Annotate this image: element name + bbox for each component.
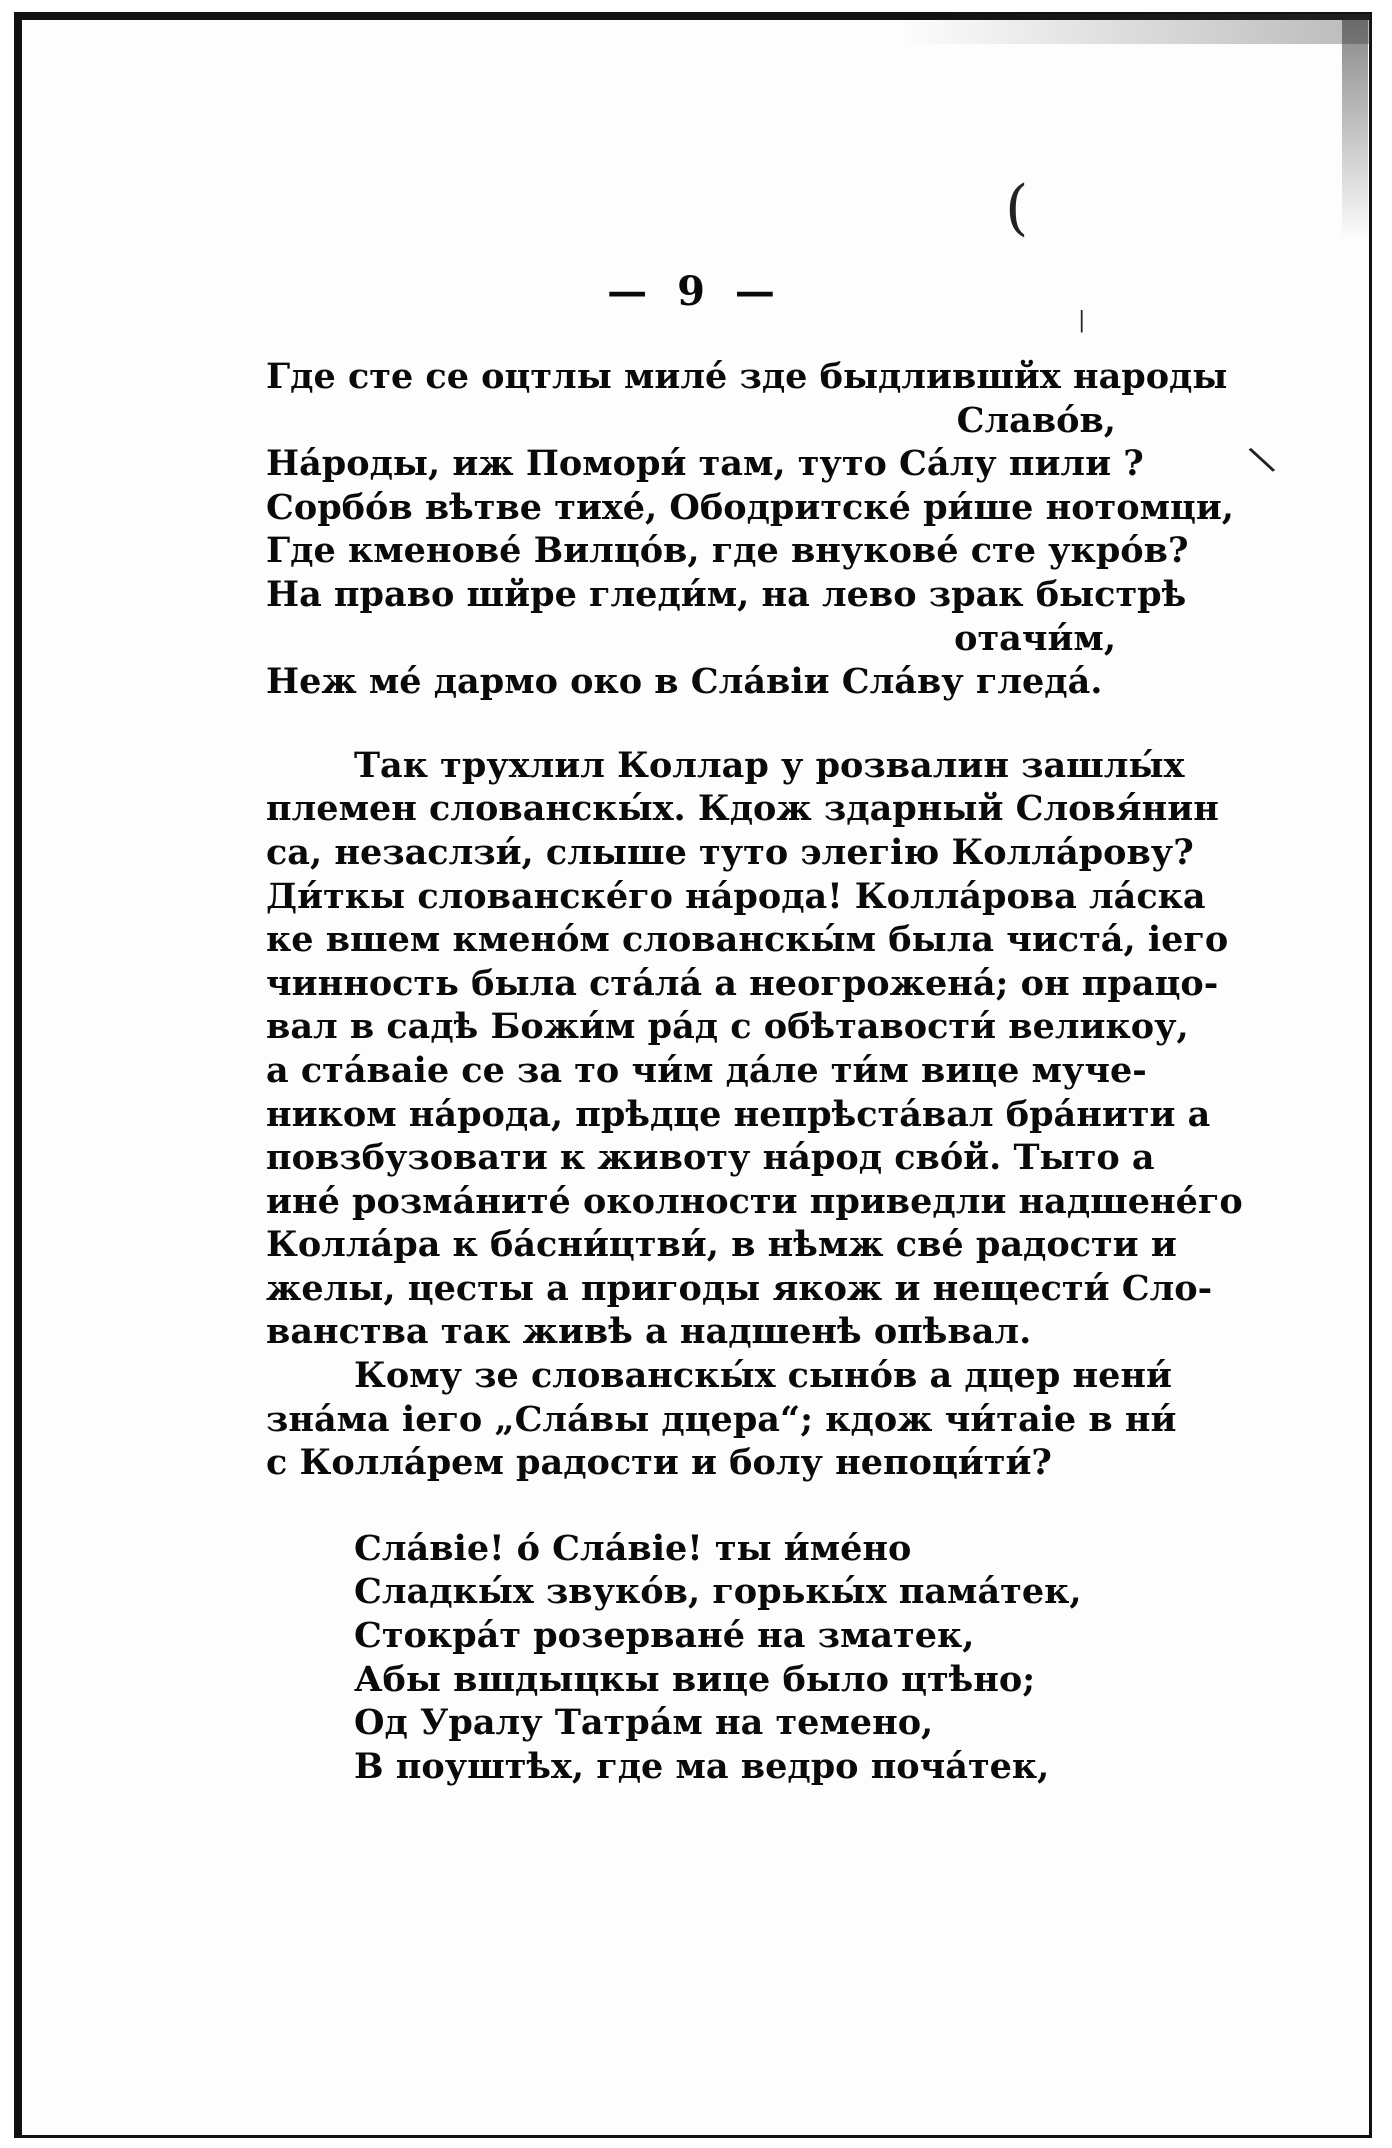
text-line: Ди́ткы слованске́го на́рода! Колла́рова ла́ска <box>266 875 1206 917</box>
page-body <box>266 355 1243 1788</box>
text-line: ине́ розма́ните́ околности приведли надшене́го <box>266 1180 1243 1222</box>
text-line: Кому зе слованскы́х сыно́в а дцер нени́ <box>354 1355 1172 1397</box>
verse-line: На право шйре гледи́м, на лево зрак быстрѣ <box>266 573 1187 615</box>
verse-line: В поуштѣх, где ма ведро поча́тек, <box>354 1745 1050 1787</box>
text-line: зна́ма іего „Сла́вы дцера“; кдож чи́таіе в ни́ <box>266 1398 1177 1440</box>
paragraph <box>266 1354 1177 1485</box>
verse-line: Сла́віе! о́ Сла́віе! ты и́ме́но <box>354 1527 912 1569</box>
page-number: — 9 — <box>607 268 783 315</box>
verse-line: Славо́в, <box>956 399 1116 441</box>
text-line: с Колла́рем радости и болу непоци́ти́? <box>266 1442 1052 1484</box>
scan-mark: \ <box>1244 436 1278 482</box>
text-line: са, незаслзи́, слыше туто элегію Колла́рову? <box>266 831 1194 873</box>
verse-line: Од Уралу Татра́м на темено, <box>354 1702 934 1744</box>
text-line: ником на́рода, прѣдце непрѣста́вал бра́нити а <box>266 1093 1211 1135</box>
text-line: желы, цесты а пригоды якож и нещести́ Сло- <box>266 1267 1213 1309</box>
verse-bottom <box>266 1527 1116 1789</box>
verse-line: Сорбо́в вѣтве тихе́, Ободритске́ ри́ше нотомци, <box>266 486 1234 528</box>
verse-line: Абы вшдыцкы вице было цтѣно; <box>354 1658 1036 1700</box>
text-line: ке вшем кмено́м слованскы́м была чиста́, іего <box>266 919 1229 961</box>
text-line: повзбузовати к животу на́род сво́й. Тыто а <box>266 1137 1155 1179</box>
verse-line: Неж ме́ дармо око в Сла́віи Сла́ву гледа́. <box>266 661 1103 703</box>
text-line: ванства так живѣ а надшенѣ опѣвал. <box>266 1311 1032 1353</box>
scan-mark: | <box>1078 308 1086 333</box>
scan-mark: ( <box>1005 173 1029 243</box>
text-line: Колла́ра к ба́сни́цтви́, в нѣмж све́ радости и <box>266 1224 1177 1266</box>
paragraph <box>266 744 1243 1354</box>
text-line: а ста́ваіе се за то чи́м да́ле ти́м вице муче- <box>266 1049 1147 1091</box>
text-line: вал в садѣ Божи́м ра́д с обѣтавости́ великоу, <box>266 1006 1189 1048</box>
verse-line: Стокра́т розерване́ на зматек, <box>354 1615 975 1657</box>
section-gap <box>266 704 1116 744</box>
verse-line: На́роды, иж Помори́ там, туто Са́лу пили ? <box>266 443 1144 485</box>
verse-line: Где сте се оцтлы миле́ зде быдлившйх народы <box>266 356 1228 397</box>
verse-line: отачи́м, <box>954 617 1116 659</box>
scan-shadow-right <box>1342 20 1368 240</box>
text-line: Так трухлил Коллар у розвалин зашлы́х <box>354 744 1185 786</box>
verse-line: Где кменове́ Вилцо́в, где внукове́ сте укро́в? <box>266 530 1189 572</box>
verse-line: Сладкы́х звуко́в, горькы́х пама́тек, <box>354 1571 1082 1613</box>
text-line: племен слованскы́х. Кдож здарный Словя́нин <box>266 788 1219 830</box>
section-gap <box>266 1485 1116 1527</box>
scan-shadow-top <box>900 14 1370 44</box>
text-line: чинность была ста́ла́ а неогрожена́; он працо- <box>266 962 1219 1004</box>
verse-top <box>266 355 1234 704</box>
